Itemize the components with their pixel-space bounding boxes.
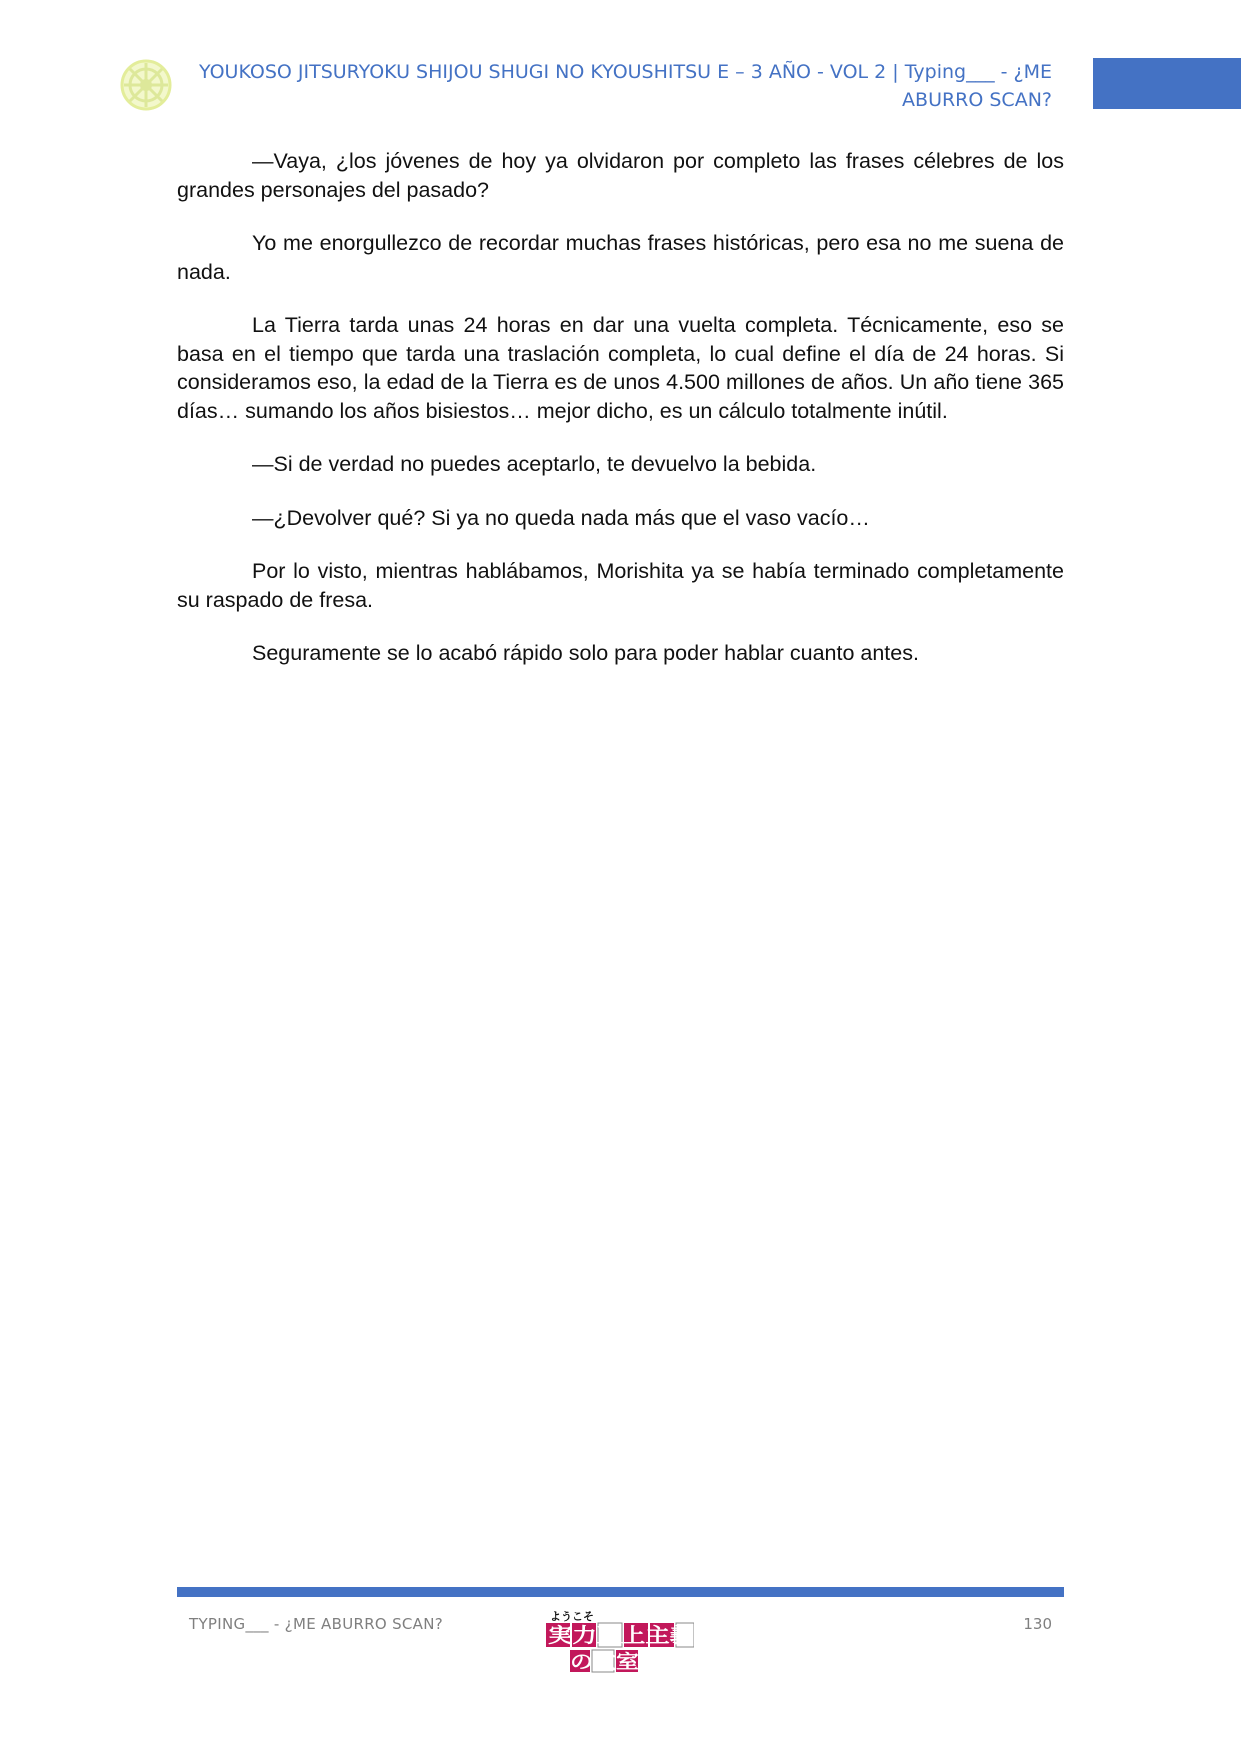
paragraph: La Tierra tarda unas 24 horas en dar una vuelta completa. Técnicamente, eso se basa en el tiempo que tarda una traslación completa, lo cual define el día de 24 horas. Si consideramos eso, la edad de la Tierra es de unos 4.500 millones de años. Un año tiene 365 días… sumando los años bisiestos… mejor dicho, es un cálculo totalmente inútil. — [177, 313, 1064, 423]
header-title-line-1: YOUKOSO JITSURYOKU SHIJOU SHUGI NO KYOUSHITSU E – 3 AÑO - VOL 2 | Typing___ - ¿ME — [199, 61, 1052, 83]
header-accent-bar — [1093, 58, 1241, 109]
header-title — [190, 58, 1052, 114]
footer-scan-credit: TYPING___ - ¿ME ABURRO SCAN? — [189, 1615, 444, 1633]
logo-line-1: ようこそ — [550, 1610, 594, 1623]
page-number: 130 — [1023, 1615, 1052, 1633]
paragraph: Seguramente se lo acabó rápido solo para poder hablar cuanto antes. — [252, 641, 919, 665]
series-title-logo-icon — [546, 1608, 694, 1676]
paragraph: Yo me enorgullezco de recordar muchas frases históricas, pero esa no me suena de nada. — [177, 231, 1064, 284]
paragraph: —Vaya, ¿los jóvenes de hoy ya olvidaron por completo las frases célebres de los grandes personajes del pasado? — [177, 149, 1064, 202]
wheel-emblem-icon — [119, 58, 173, 112]
logo-line-2: 実力至上主義 — [548, 1623, 694, 1647]
footer-rule — [177, 1587, 1064, 1597]
paragraph: —¿Devolver qué? Si ya no queda nada más que el vaso vacío… — [252, 505, 870, 530]
header-title-line-2: ABURRO SCAN? — [902, 89, 1052, 111]
chapter-body — [177, 147, 1064, 693]
footer-series-logo — [546, 1608, 694, 1676]
paragraph: —Si de verdad no puedes aceptarlo, te devuelvo la bebida. — [252, 452, 817, 476]
logo-line-3: の教室へ — [570, 1651, 647, 1673]
header-emblem — [119, 58, 173, 112]
paragraph: Por lo visto, mientras hablábamos, Morishita ya se había terminado completamente su raspado de fresa. — [177, 559, 1064, 612]
